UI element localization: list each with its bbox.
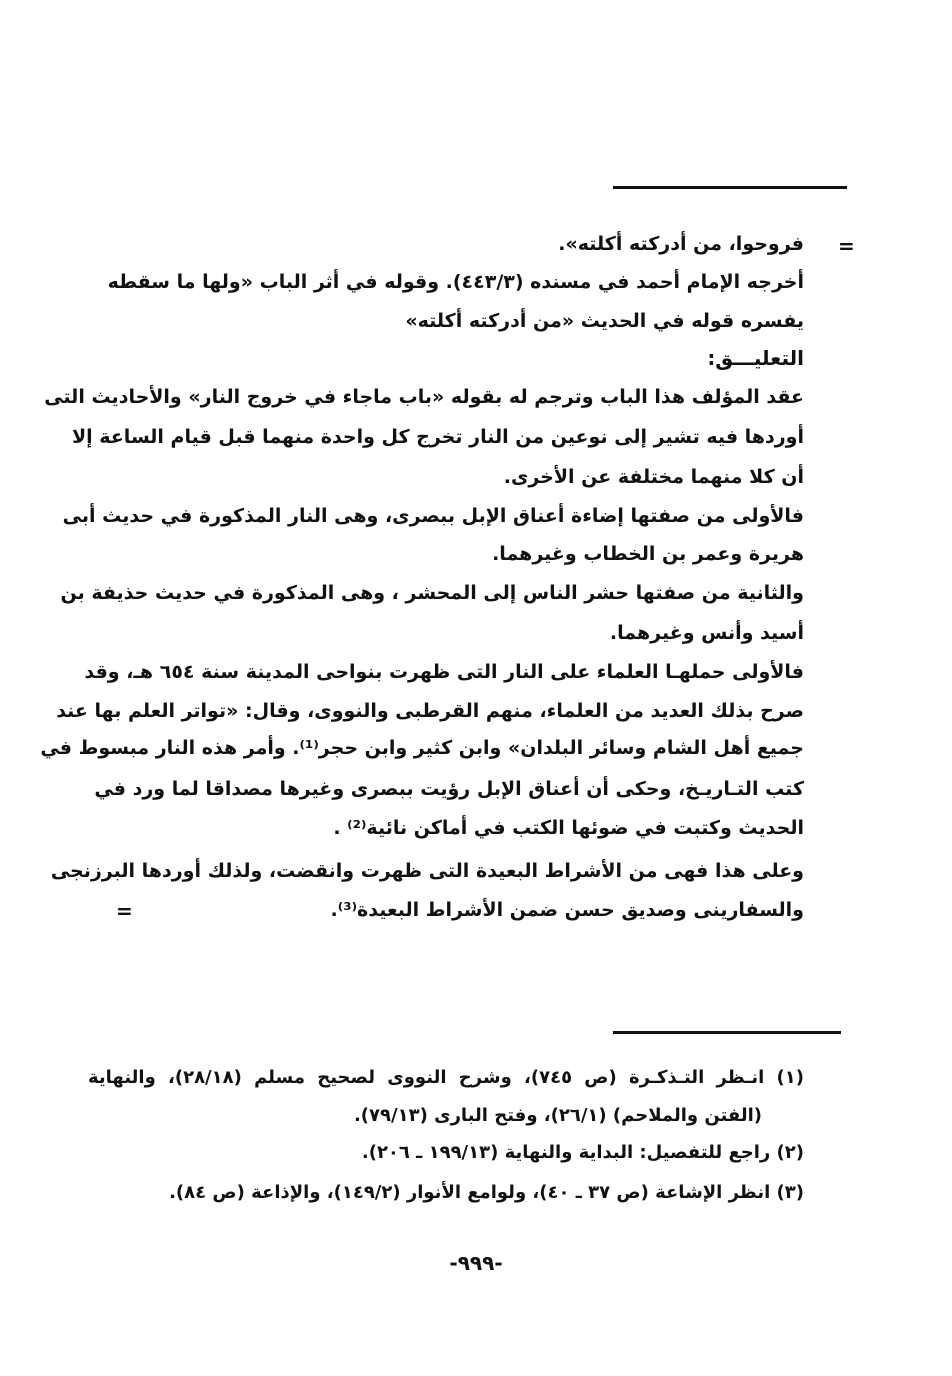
- footnote-1-line-1: (١) انـظر التـذكـرة (ص ٧٤٥)، وشرح النووى لصحيح مسلم (٢٨/١٨)، والنهاية: [88, 1067, 804, 1088]
- footnote-3: (٣) انظر الإشاعة (ص ٣٧ ـ ٤٠)، ولوامع الأنوار (١٤٩/٢)، والإذاعة (ص ٨٤).: [169, 1182, 804, 1203]
- continuation-mark-bottom: =: [116, 899, 133, 923]
- body-line-9: صرح بذلك العديد من العلماء، منهم القرطبى والنووى، وقال: «تواتر العلم بها عند: [56, 700, 804, 722]
- header-rule: [613, 186, 847, 189]
- commentary-heading: التعليـــق:: [707, 346, 804, 370]
- footnote-continuation-line-3: يفسره قوله في الحديث «من أدركته أكلته»: [405, 310, 804, 332]
- body-line-7: أسيد وأنس وغيرهما.: [609, 622, 804, 644]
- body-line-5: هريرة وعمر بن الخطاب وغيرهما.: [492, 543, 804, 565]
- footnote-1-line-2: (الفتن والملاحم) (٢٦/١)، وفتح البارى (٧٩/١٣).: [353, 1105, 762, 1126]
- body-line-8: فالأولى حملهـا العلماء على النار التى ظهرت بنواحى المدينة سنة ٦٥٤ هـ، وقد: [84, 661, 804, 683]
- body-line-14: والسفارينى وصديق حسن ضمن الأشراط البعيدة⁽³⁾.: [330, 899, 804, 921]
- body-line-3: أن كلا منهما مختلفة عن الأخرى.: [503, 466, 804, 488]
- body-line-10: جميع أهل الشام وسائر البلدان» وابن كثير وابن حجر⁽¹⁾. وأمر هذه النار مبسوط في: [40, 737, 804, 759]
- footnote-separator: [613, 1031, 841, 1034]
- footnote-2: (٢) راجع للتفصيل: البداية والنهاية (١٩٩/١٣ ـ ٢٠٦).: [361, 1142, 804, 1163]
- body-line-2: أوردها فيه تشير إلى نوعين من النار تخرج كل واحدة منهما قبل قيام الساعة إلا: [72, 426, 804, 448]
- body-line-11: كتب التـاريـخ، وحكى أن أعناق الإبل رؤيت ببصرى وغيرها مصداقا لما ورد في: [94, 778, 804, 800]
- body-line-4: فالأولى من صفتها إضاءة أعناق الإبل ببصرى، وهى النار المذكورة في حديث أبى: [62, 505, 804, 527]
- footnote-continuation-line-2: أخرجه الإمام أحمد في مسنده (٤٤٣/٣). وقوله في أثر الباب «ولها ما سقطه: [107, 271, 804, 293]
- page-number: -٩٩٩-: [449, 1251, 503, 1275]
- continuation-mark-top: =: [838, 234, 855, 258]
- body-line-12: الحديث وكتبت في ضوئها الكتب في أماكن نائية⁽²⁾ .: [333, 817, 804, 839]
- body-line-13: وعلى هذا فهى من الأشراط البعيدة التى ظهرت وانقضت، ولذلك أوردها البرزنجى: [50, 860, 804, 882]
- body-line-1: عقد المؤلف هذا الباب وترجم له بقوله «باب ماجاء في خروج النار» والأحاديث التى: [44, 386, 804, 408]
- footnote-continuation-line-1: فروحوا، من أدركته أكلته».: [558, 233, 804, 255]
- body-line-6: والثانية من صفتها حشر الناس إلى المحشر ، وهى المذكورة في حديث حذيفة بن: [60, 582, 804, 604]
